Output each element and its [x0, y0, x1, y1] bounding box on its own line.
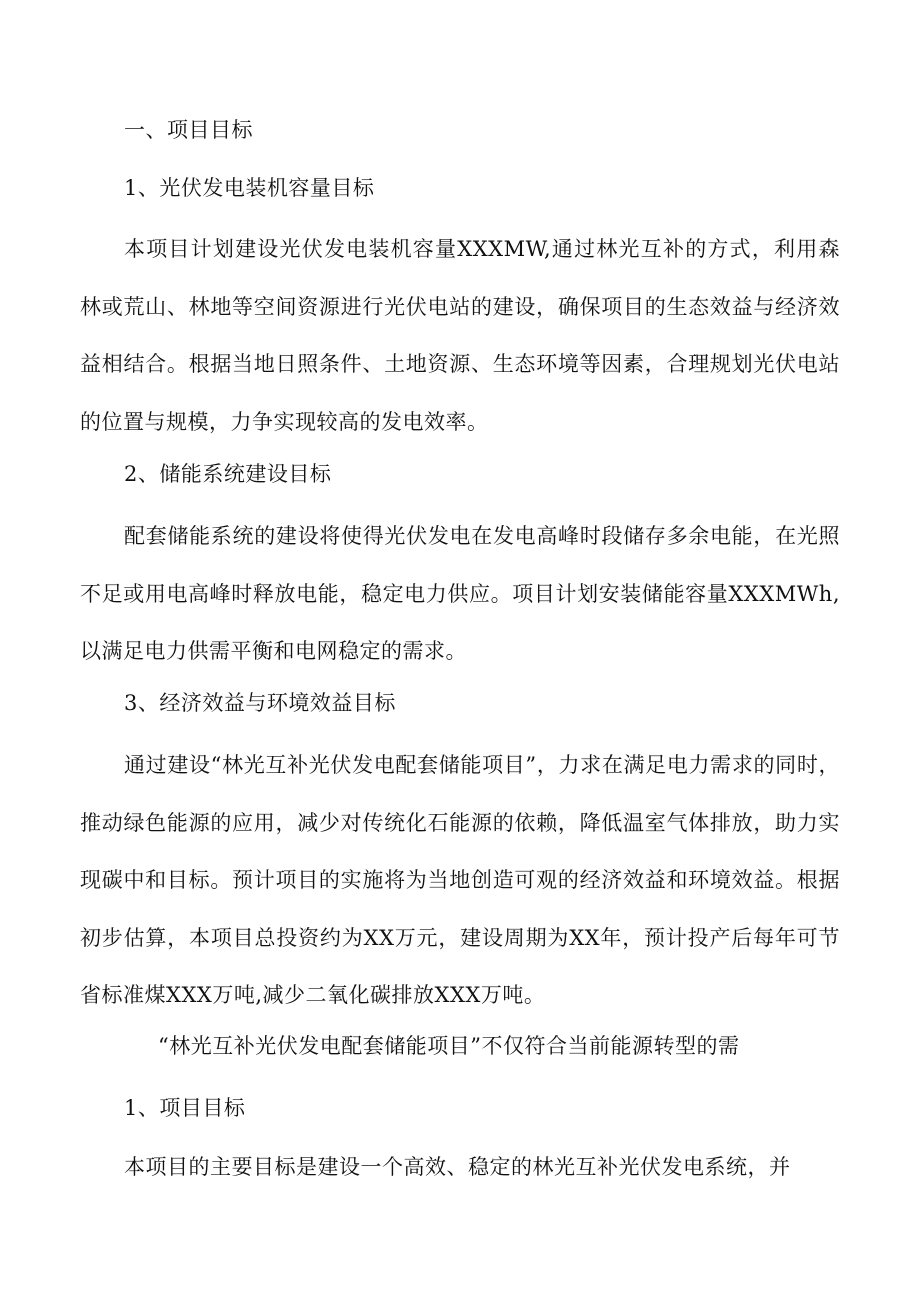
section-heading: 一、项目目标: [124, 118, 253, 142]
subsection-heading-benefits: 3、经济效益与环境效益目标: [124, 691, 396, 715]
paragraph-storage: 配套储能系统的建设将使得光伏发电在发电高峰时段储存多余电能，在光照不足或用电高峰时释放电能，稳定电力供应。项目计划安装储能容量XXXMWh,以满足电力供需平衡和电网稳定的需求。: [80, 524, 840, 663]
paragraph-summary: “林光互补光伏发电配套储能项目”不仅符合当前能源转型的需: [158, 1034, 740, 1058]
paragraph-capacity: 本项目计划建设光伏发电装机容量XXXMW,通过林光互补的方式，利用森林或荒山、林地等空间资源进行光伏电站的建设，确保项目的生态效益与经济效益相结合。根据当地日照条件、土地资源、生态环境等因素，合理规划光伏电站的位置与规模，力争实现较高的发电效率。: [80, 237, 840, 434]
subsection-heading-project-goal: 1、项目目标: [124, 1096, 246, 1120]
subsection-heading-capacity: 1、光伏发电装机容量目标: [124, 176, 375, 200]
paragraph-project-goal: 本项目的主要目标是建设一个高效、稳定的林光互补光伏发电系统，并: [124, 1155, 791, 1179]
paragraph-benefits: 通过建设“林光互补光伏发电配套储能项目”，力求在满足电力需求的同时，推动绿色能源的应用，减少对传统化石能源的依赖，降低温室气体排放，助力实现碳中和目标。预计项目的实施将为当地创造可观的经济效益和环境效益。根据初步估算，本项目总投资约为XX万元，建设周期为XX年，预计投产后每年可节省标准煤XXX万吨,减少二氧化碳排放XXX万吨。: [80, 753, 840, 1007]
subsection-heading-storage: 2、储能系统建设目标: [124, 462, 332, 486]
